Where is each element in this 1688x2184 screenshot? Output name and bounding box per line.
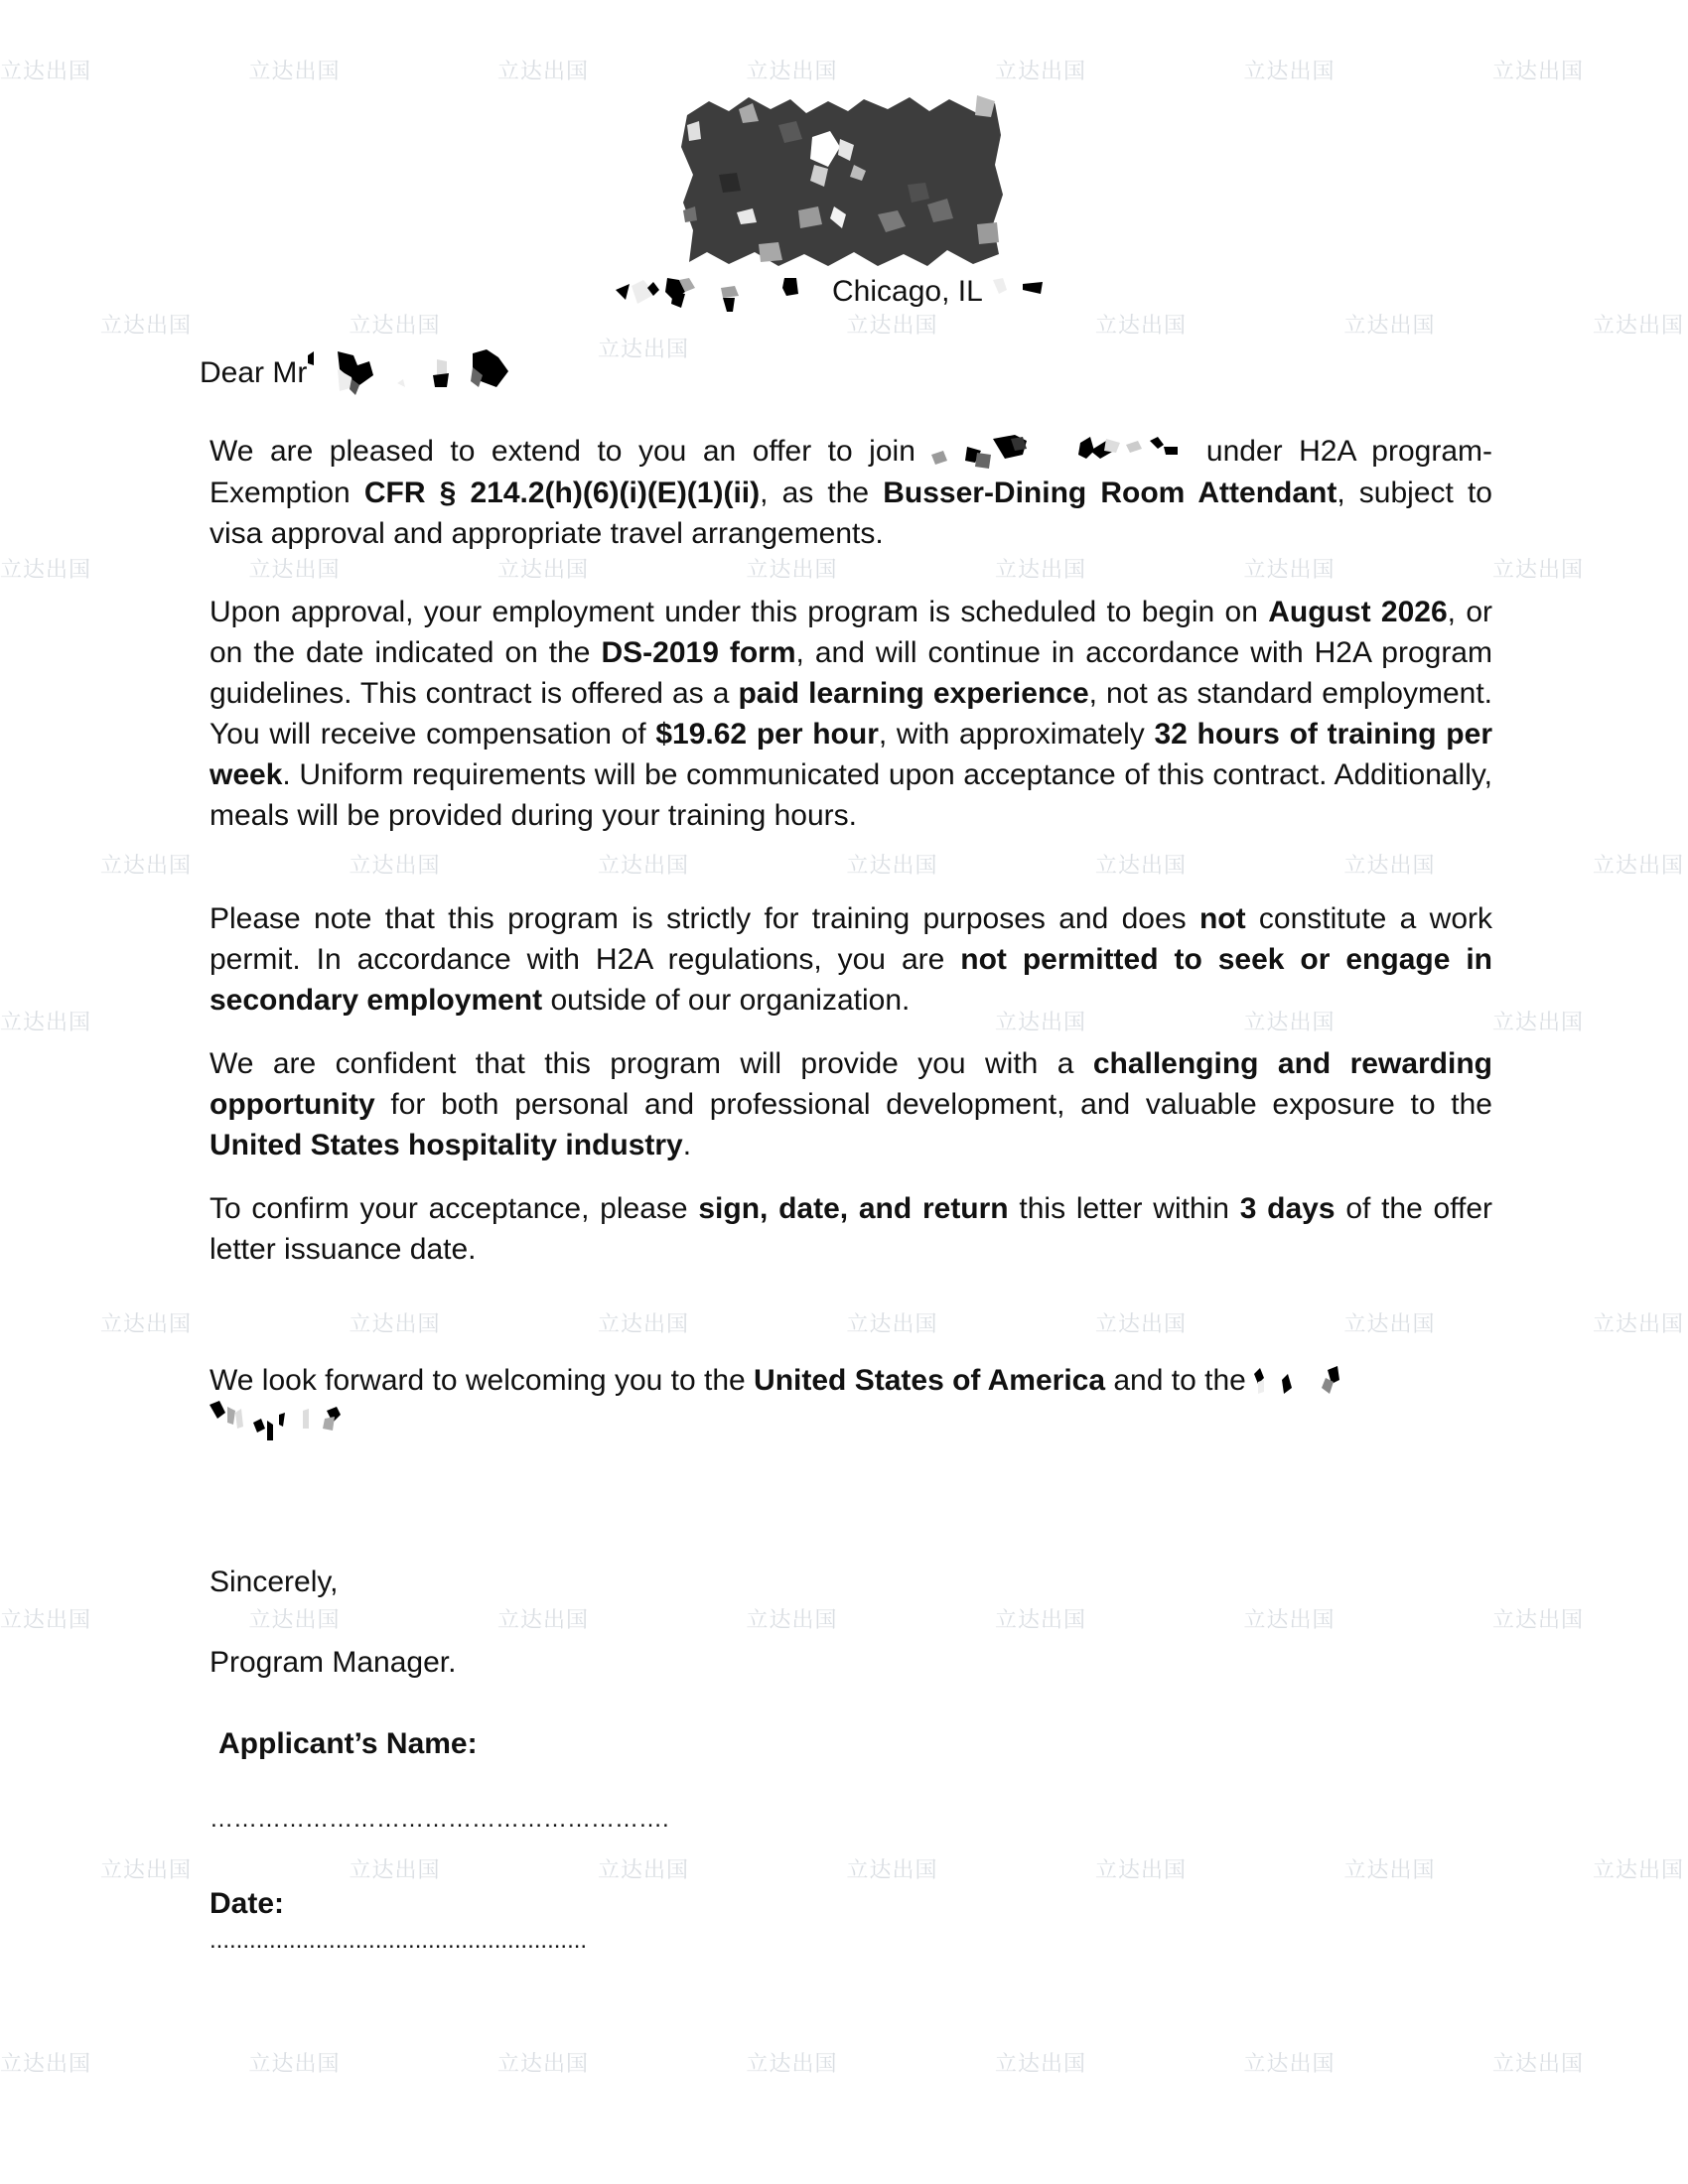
closing-signatory: Program Manager. <box>210 1646 457 1679</box>
watermark-text: 立达出国 <box>0 2052 92 2077</box>
body-text: under H2A program-Exemption <box>210 435 1492 510</box>
paragraph-restrictions <box>210 898 1492 1021</box>
watermark-text: 立达出国 <box>1095 854 1188 879</box>
redacted-address-right <box>993 276 1053 306</box>
paragraph-opportunity <box>210 1043 1492 1165</box>
bold-text: United States of America <box>754 1364 1106 1397</box>
body-text: . Uniform requirements will be communicated upon acceptance of this contract. Additionally, meals will be provided during your training hours. <box>210 758 1492 832</box>
paragraph-employment-terms <box>210 592 1492 836</box>
body-text: , and will continue in accordance with H2A program guidelines. This contract is offered as a <box>210 636 1492 710</box>
applicant-name-label: Applicant’s Name: <box>218 1727 478 1760</box>
applicant-name-field[interactable]: …………………………………………………. <box>210 1806 669 1833</box>
watermark-text: 立达出国 <box>1343 314 1436 339</box>
watermark-text: 立达出国 <box>598 338 690 362</box>
bold-text: CFR § 214.2(h)(6)(i)(E)(1)(ii) <box>363 477 761 510</box>
redacted-text <box>1254 1364 1343 1400</box>
body-text: this letter within <box>1008 1192 1240 1225</box>
watermark-text: 立达出国 <box>995 1011 1087 1035</box>
watermark-text: 立达出国 <box>0 1608 92 1633</box>
watermark-text: 立达出国 <box>100 1312 193 1337</box>
letterhead-location: Chicago, IL <box>832 275 983 308</box>
watermark-text: 立达出国 <box>746 2052 838 2077</box>
watermark-text: 立达出国 <box>1593 314 1685 339</box>
body-text: Upon approval, your employment under this program is scheduled to begin on <box>210 596 1269 628</box>
bold-text: United States hospitality industry <box>210 1129 683 1161</box>
watermark-text: 立达出国 <box>100 854 193 879</box>
watermark-text: 立达出国 <box>1593 1858 1685 1883</box>
watermark-text: 立达出国 <box>497 60 590 84</box>
bold-text: paid learning experience <box>738 677 1089 710</box>
watermark-text: 立达出国 <box>248 1608 341 1633</box>
watermark-text: 立达出国 <box>1243 1011 1336 1035</box>
watermark-text: 立达出国 <box>846 1858 938 1883</box>
body-text: , subject to visa approval and appropriate travel arrangements. <box>210 477 1492 551</box>
watermark-text: 立达出国 <box>1095 1312 1188 1337</box>
watermark-text: 立达出国 <box>746 1608 838 1633</box>
body-text: of the offer letter issuance date. <box>210 1192 1493 1266</box>
closing-salutation: Sincerely, <box>210 1566 339 1598</box>
watermark-text: 立达出国 <box>1343 854 1436 879</box>
redacted-company-logo <box>679 95 1007 268</box>
date-field[interactable]: ......................................................... <box>210 1927 588 1954</box>
body-text: , as the <box>760 477 884 510</box>
watermark-text: 立达出国 <box>1243 558 1336 583</box>
body-text: Please note that this program is strictly for training purposes and does <box>210 902 1199 935</box>
watermark-text: 立达出国 <box>497 1608 590 1633</box>
watermark-text: 立达出国 <box>349 1312 441 1337</box>
watermark-text: 立达出国 <box>598 1312 690 1337</box>
watermark-text: 立达出国 <box>248 558 341 583</box>
bold-text: 32 hours of training per week <box>210 718 1492 791</box>
watermark-text: 立达出国 <box>349 854 441 879</box>
watermark-text: 立达出国 <box>100 1858 193 1883</box>
watermark-text: 立达出国 <box>1095 314 1188 339</box>
watermark-text: 立达出国 <box>0 1011 92 1035</box>
body-text: , with approximately <box>878 718 1155 751</box>
paragraph-confirmation <box>210 1188 1492 1270</box>
watermark-text: 立达出国 <box>349 314 441 339</box>
bold-text: sign, date, and return <box>698 1192 1009 1225</box>
watermark-text: 立达出国 <box>497 2052 590 2077</box>
greeting-text: Dear Mr <box>200 356 308 389</box>
redacted-text <box>931 433 1190 473</box>
watermark-text: 立达出国 <box>1343 1312 1436 1337</box>
watermark-text: 立达出国 <box>846 314 938 339</box>
watermark-text: 立达出国 <box>995 60 1087 84</box>
watermark-text: 立达出国 <box>1343 1858 1436 1883</box>
body-text: . <box>682 1129 692 1161</box>
body-text: , not as standard employment. You will receive compensation of <box>210 677 1492 751</box>
watermark-text: 立达出国 <box>995 558 1087 583</box>
watermark-text: 立达出国 <box>1492 1608 1585 1633</box>
watermark-text: 立达出国 <box>846 1312 938 1337</box>
body-text: and to the <box>1105 1364 1255 1397</box>
watermark-text: 立达出国 <box>1593 854 1685 879</box>
watermark-text: 立达出国 <box>598 1858 690 1883</box>
date-label: Date: <box>210 1887 285 1920</box>
watermark-text: 立达出国 <box>746 60 838 84</box>
watermark-text: 立达出国 <box>0 558 92 583</box>
watermark-text: 立达出国 <box>349 1858 441 1883</box>
watermark-text: 立达出国 <box>995 1608 1087 1633</box>
bold-text: $19.62 per hour <box>655 718 879 751</box>
watermark-text: 立达出国 <box>1492 558 1585 583</box>
paragraph-welcome <box>210 1360 1492 1444</box>
bold-text: DS-2019 form <box>601 636 796 669</box>
paragraph-offer <box>210 431 1492 554</box>
body-text: for both personal and professional development, and valuable exposure to the <box>374 1088 1492 1121</box>
watermark-text: 立达出国 <box>846 854 938 879</box>
watermark-text: 立达出国 <box>1243 1608 1336 1633</box>
body-text: We are confident that this program will provide you with a <box>210 1047 1093 1080</box>
bold-text: not permitted to seek or engage in secondary employment <box>210 943 1492 1017</box>
watermark-text: 立达出国 <box>0 60 92 84</box>
watermark-text: 立达出国 <box>1095 1858 1188 1883</box>
redacted-address-left <box>616 276 829 316</box>
watermark-text: 立达出国 <box>248 60 341 84</box>
bold-text: not <box>1198 902 1246 935</box>
body-text: constitute a work permit. In accordance with H2A regulations, you are <box>210 902 1492 976</box>
watermark-text: 立达出国 <box>248 2052 341 2077</box>
body-text: We are pleased to extend to you an offer to join <box>210 435 932 468</box>
watermark-text: 立达出国 <box>1243 2052 1336 2077</box>
body-text: outside of our organization. <box>542 984 911 1017</box>
watermark-text: 立达出国 <box>746 558 838 583</box>
watermark-text: 立达出国 <box>995 2052 1087 2077</box>
redacted-recipient-name <box>308 347 526 397</box>
body-text: We look forward to welcoming you to the <box>210 1364 755 1397</box>
redacted-text <box>210 1401 349 1444</box>
bold-text: 3 days <box>1239 1192 1336 1225</box>
bold-text: August 2026 <box>1268 596 1448 628</box>
watermark-text: 立达出国 <box>598 854 690 879</box>
watermark-text: 立达出国 <box>100 314 193 339</box>
bold-text: challenging and rewarding opportunity <box>210 1047 1492 1121</box>
watermark-text: 立达出国 <box>1593 1312 1685 1337</box>
watermark-text: 立达出国 <box>497 558 590 583</box>
watermark-text: 立达出国 <box>1243 60 1336 84</box>
body-text: , or on the date indicated on the <box>210 596 1493 669</box>
watermark-text: 立达出国 <box>1492 60 1585 84</box>
greeting <box>200 355 307 391</box>
body-text: To confirm your acceptance, please <box>210 1192 699 1225</box>
watermark-text: 立达出国 <box>1492 1011 1585 1035</box>
watermark-text: 立达出国 <box>1492 2052 1585 2077</box>
bold-text: Busser-Dining Room Attendant <box>883 477 1337 510</box>
